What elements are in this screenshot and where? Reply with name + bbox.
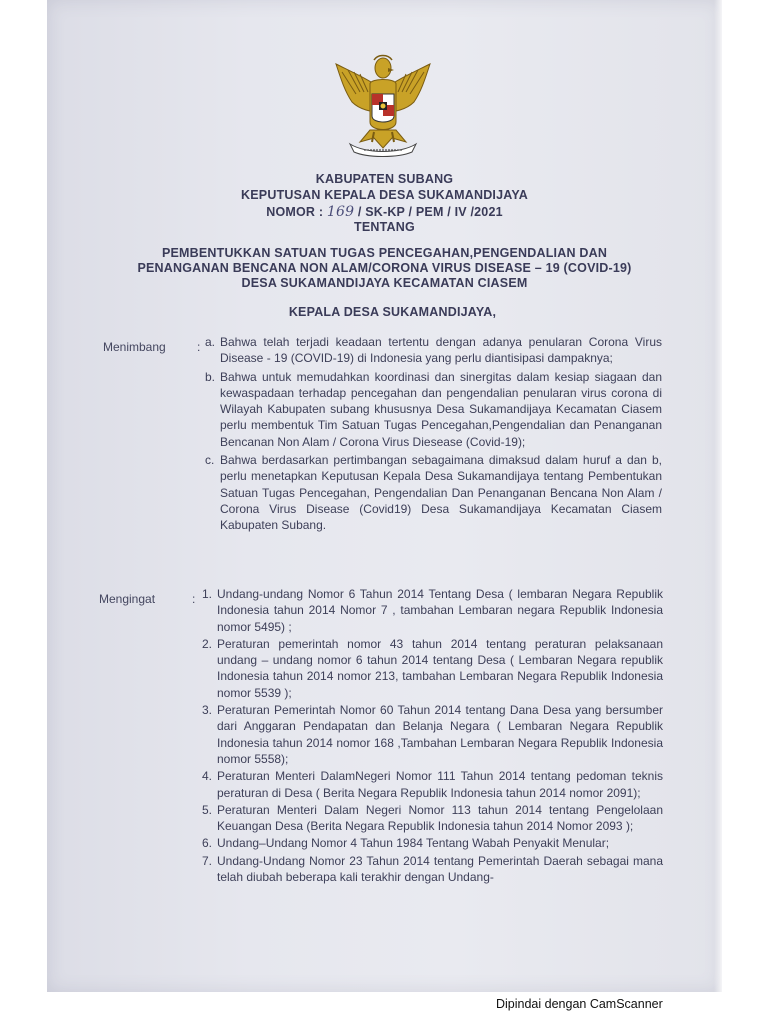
item-text: Peraturan Pemerintah Nomor 60 Tahun 2014 tentang Dana Desa yang bersumber dari Anggaran Pendapatan dan Belanja Negara ( Lembaran Negara Republik Indonesia tahun 2014 nomor 168 ,Tambahan Lembaran Negara Republik Indonesia nomor 5558); (217, 703, 663, 766)
item-marker: 3. (202, 703, 213, 718)
decree-number (47, 204, 722, 220)
camscanner-watermark: Dipindai dengan CamScanner (496, 997, 663, 1011)
regency-heading: KABUPATEN SUBANG (315, 172, 454, 186)
official-title: KEPALA DESA SUKAMANDIJAYA, (288, 305, 497, 319)
item-marker: a. (205, 335, 216, 349)
item-marker: 6. (202, 836, 213, 851)
about-heading: TENTANG (354, 220, 415, 234)
mengingat-list (202, 586, 663, 885)
item-text: Peraturan Menteri Dalam Negeri Nomor 113 tahun 2014 tentang Pengelolaan Keuangan Desa (Berita Negara Republik Indonesia tahun 2014 Nomor 2093 ); (217, 802, 663, 834)
menimbang-list (205, 334, 662, 534)
item-marker: 4. (202, 769, 213, 784)
garuda-emblem-icon (330, 50, 436, 158)
item-text: Peraturan Menteri DalamNegeri Nomor 111 Tahun 2014 tentang pedoman teknis peraturan di Desa ( Berita Negara Republik Indonesia tahun 2014 nomor 2091); (217, 769, 663, 800)
item-text: Undang-undang Nomor 6 Tahun 2014 Tentang Desa ( lembaran Negara Republik Indonesia tahun 2014 Nomor 7 , tambahan Lembaran negara Republik Indonesia nomor 5495) ; (217, 587, 663, 634)
title-line-2: PENANGANAN BENCANA NON ALAM/CORONA VIRUS DISEASE – 19 (COVID-19) (137, 261, 632, 275)
item-text: Peraturan pemerintah nomor 43 tahun 2014 tentang peraturan pelaksanaan undang – undang nomor 6 tahun 2014 tentang Desa ( Lembaran Negara republik Indonesia tahun 2014 nomor 213, tambahan Lembaran Negara Republik Indonesia nomor 5539 ); (217, 636, 663, 700)
title-line-1: PEMBENTUKKAN SATUAN TUGAS PENCEGAHAN,PENGENDALIAN DAN (161, 246, 608, 260)
item-text: Bahwa telah terjadi keadaan tertentu dengan adanya penularan Corona Virus Disease - 19 (COVID-19) di Indonesia yang perlu diantisipasi dampaknya; (220, 335, 662, 366)
decree-number-suffix: / SK-KP / PEM / IV /2021 (354, 205, 503, 219)
list-item (202, 702, 663, 767)
mengingat-colon: : (192, 592, 196, 606)
list-item (205, 334, 662, 367)
item-marker: c. (205, 453, 215, 468)
page-edge (714, 0, 722, 992)
list-item (202, 802, 663, 835)
decree-number-prefix: NOMOR : (266, 205, 327, 219)
mengingat-label: Mengingat (99, 592, 156, 606)
item-marker: b. (205, 369, 216, 384)
item-marker: 7. (202, 853, 213, 868)
item-marker: 1. (202, 587, 213, 601)
menimbang-colon: : (197, 340, 201, 354)
decree-number-handwritten: 169 (326, 204, 355, 220)
list-item (202, 768, 663, 801)
list-item (202, 636, 663, 701)
item-marker: 5. (202, 802, 213, 817)
item-marker: 2. (202, 636, 213, 651)
list-item (202, 835, 663, 851)
menimbang-label: Menimbang (103, 340, 166, 354)
item-text: Undang-Undang Nomor 23 Tahun 2014 tentang Pemerintah Daerah sebagai mana telah diubah beberapa kali terakhir dengan Undang- (217, 853, 663, 885)
item-text: Undang–Undang Nomor 4 Tahun 1984 Tentang Wabah Penyakit Menular; (217, 836, 610, 851)
title-line-3: DESA SUKAMANDIJAYA KECAMATAN CIASEM (241, 276, 528, 290)
item-text: Bahwa berdasarkan pertimbangan sebagaimana dimaksud dalam huruf a dan b, perlu menetapkan Keputusan Kepala Desa Sukamandijaya tentang Pembentukan Satuan Tugas Pencegahan, Pengendalian Dan Penanganan Bencana Non Alam / Corona Virus Disease (Covid19) Desa Sukamandijaya Kecamatan Ciasem Kabupaten Subang. (220, 453, 662, 533)
list-item (205, 452, 662, 533)
scanned-page (47, 0, 722, 992)
list-item (202, 586, 663, 635)
list-item (202, 853, 663, 886)
decree-heading: KEPUTUSAN KEPALA DESA SUKAMANDIJAYA (241, 188, 528, 202)
item-text: Bahwa untuk memudahkan koordinasi dan sinergitas dalam kesiap siagaan dan kewaspadaan terhadap pencegahan dan pengendalian penularan virus corona di Wilayah Kabupaten subang khususnya Desa Sukamandijaya Kecamatan Ciasem perlu membentuk Tim Satuan Tugas Pencegahan,Pengendalian dan Penanganan Bencanan Non Alam / Corona Virus Diesease (Covid-19); (220, 369, 662, 449)
list-item (205, 369, 662, 450)
